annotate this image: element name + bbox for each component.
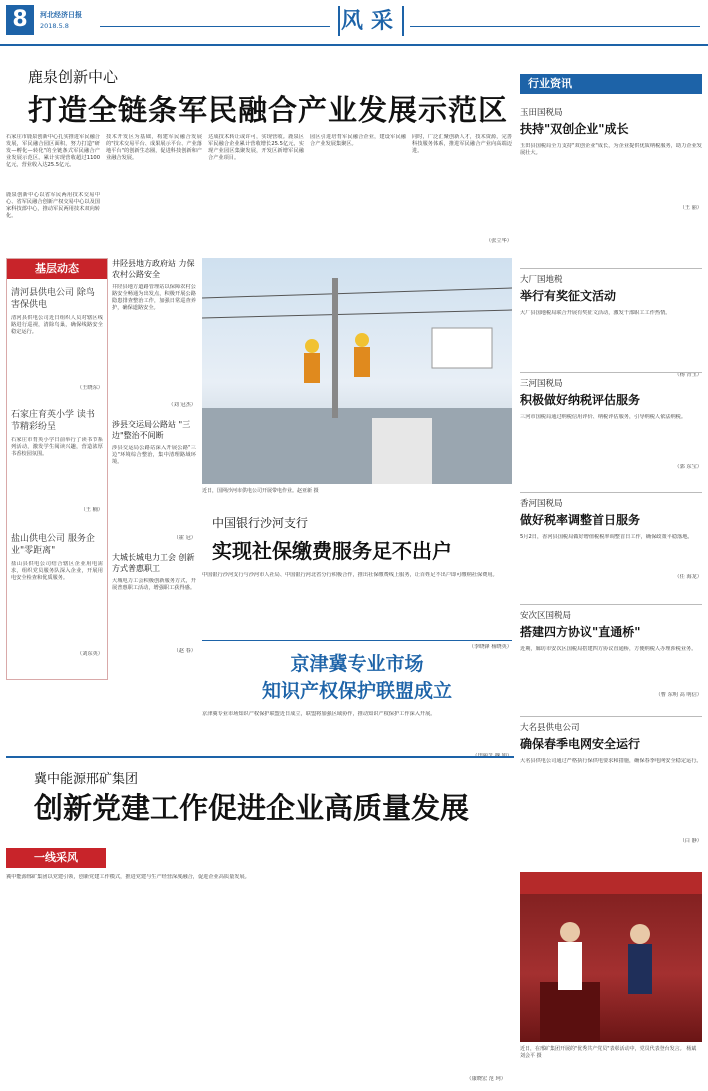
right-item-6-title: 确保春季电网安全运行 — [520, 737, 641, 751]
masthead-underline — [0, 44, 708, 46]
right-item-3 — [520, 372, 702, 493]
left-item-2-body: 石家庄市育英小学日前举行了读书节系列活动，激发学生阅读兴趣，营造浓厚书香校园氛围。 — [11, 437, 103, 457]
right-item-4-kicker: 香河国税局 — [520, 499, 563, 509]
right-item-1-title: 扶持"双创企业"成长 — [520, 122, 629, 136]
right-item-6-kicker: 大名县供电公司 — [520, 723, 580, 733]
right-item-6 — [520, 716, 702, 867]
ip-headline-1: 京津冀专业市场 — [290, 653, 424, 675]
mid-title-1: 井陉县地方政府站 力保农村公路安全 — [112, 259, 195, 279]
right-item-6-body: 大名县供电公司通过严格执行保供电要求和措施，确保春季电网安全稳定运行。 — [520, 758, 702, 764]
left-item-3-byline: （刘东英） — [77, 651, 103, 657]
boc-kicker: 中国银行沙河支行 — [212, 516, 309, 530]
right-item-5-title: 搭建四方协议"直通桥" — [520, 625, 641, 639]
energy-kicker: 冀中能源邢矿集团 — [34, 772, 139, 787]
ceremony-photo — [520, 872, 702, 1042]
mid-byline-3: （赵 春） — [173, 648, 196, 654]
main-para-6: 同时，广泛汇聚创新人才，技术资源，完善科技服务体系，推进军民融合产业向高端迈进。 — [412, 134, 512, 154]
left-box-label: 基层动态 — [7, 259, 107, 279]
boc-body: 中国银行沙河支行与沙河市人社局、中国银行河北省分行积极合作，推出社保缴费线上服务，让百姓足不出户即可缴纳社保费用。 — [202, 572, 498, 578]
right-item-4 — [520, 492, 702, 593]
left-item-2-byline: （王 楠） — [80, 507, 103, 513]
boc-byline: （李晓锋 杨晓英） — [468, 644, 512, 650]
right-column — [520, 54, 702, 1088]
energy-story — [6, 756, 514, 1088]
photo-caption: 近日，国网沙河市供电公司开展带电作业。赵亚新 摄 — [202, 488, 319, 494]
mid-byline-1: （刘 冠杰） — [168, 402, 196, 408]
left-item-3-body: 盐山县供电公司结合辖区企业用电需求，组织党员服务队深入企业，开展用电安全检查和优质服务。 — [11, 561, 103, 581]
right-item-1-kicker: 玉田国税局 — [520, 108, 563, 118]
right-item-3-title: 积极做好纳税评估服务 — [520, 393, 641, 407]
right-item-3-byline: （郭 东宝） — [674, 464, 702, 470]
energy-headline: 创新党建工作促进企业高质量发展 — [34, 791, 470, 825]
main-para-3: 技术开发区为基础，构建军民融合发展的"技术交易平台、成果展示平台、产业落地平台"的创新生态圈，促进科技创新和产业融合发展。 — [106, 134, 202, 161]
main-headline: 打造全链条军民融合产业发展示范区 — [28, 93, 509, 127]
main-byline: （张立华） — [486, 238, 512, 244]
mid-body-3: 大城电力工会积极创新服务方式，开展普惠职工活动，增强职工获得感。 — [112, 578, 196, 591]
left-item-2 — [11, 409, 103, 527]
left-news-box — [6, 258, 108, 680]
main-para-4: 达成技术转让或许可，实现营收。鹿泉区军民融合企业累计营收增长25.5亿元，实现产业园区集聚发展，开发区新增军民融合产业项目。 — [208, 134, 304, 161]
boc-headline: 实现社保缴费服务足不出户 — [212, 539, 452, 563]
main-para-5: 园区引进培育军民融合企业，建设军民融合产业发展集聚区。 — [310, 134, 406, 147]
right-item-4-body: 5月2日，香河县国税局做好增值税税率调整首日工作，确保政策平稳落地。 — [520, 534, 693, 540]
right-item-4-byline: （任 海龙） — [674, 574, 702, 580]
main-story — [6, 60, 514, 252]
mid-title-2: 涉县交运局公路站 "三边"整治不间断 — [112, 420, 191, 440]
right-item-1 — [520, 106, 702, 256]
ip-story — [202, 640, 512, 759]
ip-headline-2: 知识产权保护联盟成立 — [261, 680, 452, 702]
left-item-1 — [11, 287, 103, 405]
right-item-2-byline: （杨 青玉） — [674, 372, 702, 378]
paper-name: 河北经济日报 — [40, 11, 82, 19]
masthead-rule-left — [100, 26, 330, 27]
mid-title-3: 大城长城电力工会 创新方式普惠职工 — [112, 553, 195, 573]
main-para-2: 鹿泉创新中心以省军民两用技术交易中心、省军民融合创新产权交易中心以及国家科技部中心，推动军民两用技术双向转化。 — [6, 192, 100, 219]
left-item-2-title: 石家庄育英小学 读书节精彩纷呈 — [11, 410, 95, 432]
left-item-3-title: 盐山供电公司 服务企业"零距离" — [11, 534, 95, 556]
mid-column — [112, 258, 196, 678]
mid-byline-2: （霍 冠） — [173, 535, 196, 541]
energy-body: 冀中能源邢矿集团以党建引领，创新党建工作模式，推进党建与生产经营深度融合，促进企业高质量发展。 — [6, 874, 250, 880]
right-label-text: 行业资讯 — [528, 77, 572, 90]
ceremony-caption: 近日，在邢矿集团开展的"优秀共产党员"表彰活动中，党员代表登台发言。 杨斌 刘会平 摄 — [520, 1046, 697, 1059]
page-number: 8 — [6, 5, 34, 35]
right-item-5-body: 近期，廊坊市安次区国税局搭建四方协议直通桥，方便纳税人办理涉税业务。 — [520, 646, 697, 652]
ceremony-illustration — [520, 872, 702, 1042]
right-item-2-body: 大厂县国地税局联合开展有奖征文活动，激发干部职工工作热情。 — [520, 310, 671, 316]
masthead — [0, 0, 708, 54]
masthead-rule-right — [410, 26, 700, 27]
right-item-1-byline: （王 丽） — [679, 205, 702, 211]
main-kicker: 鹿泉创新中心 — [28, 68, 119, 86]
mid-body-2: 涉县交运局公路站深入开展公路"三边"环境综合整治，集中清理路域环境。 — [112, 445, 196, 465]
mid-body-1: 井陉县地方道路管理站以保障农村公路安全畅通为出发点，积极开展公路隐患排查整治工作，加强日常巡查养护，确保道路安全。 — [112, 284, 196, 311]
right-item-5-byline: （曹 东明 高 明信） — [655, 692, 702, 698]
paper-date: 2018.5.8 — [40, 22, 69, 30]
right-item-5 — [520, 604, 702, 715]
energy-label: 一线采风 — [6, 848, 106, 868]
workers-photo — [202, 258, 512, 494]
right-item-2-kicker: 大厂国地税 — [520, 275, 563, 285]
right-label — [520, 74, 702, 94]
right-item-3-body: 三河市国税局通过纳税信用评价、纳税评估服务，引导纳税人依法纳税。 — [520, 414, 687, 420]
right-item-4-title: 做好税率调整首日服务 — [520, 513, 641, 527]
left-item-1-byline: （王晓东） — [77, 385, 103, 391]
photo-illustration — [202, 258, 512, 484]
right-item-3-kicker: 三河国税局 — [520, 379, 563, 389]
energy-byline: （康晓宏 范 珂） — [466, 1076, 506, 1082]
main-para-1: 石家庄市鹿泉创新中心扎实推进军民融合发展，军民融合园区面积，努力打造"研发—孵化—转化"的全链条式军民融合产业发展示范区。累计实现营收超过1100亿元，营业收入达25.5亿元。 — [6, 134, 100, 168]
left-item-1-title: 清河县供电公司 除鸟害保供电 — [11, 288, 95, 310]
left-item-1-body: 清河县供电公司近日组织人员对辖区线路进行巡视，清除鸟巢，确保线路安全稳定运行。 — [11, 315, 103, 335]
right-item-5-kicker: 安次区国税局 — [520, 611, 572, 621]
left-item-3 — [11, 533, 103, 673]
right-item-1-body: 玉田县国税局全力支持"双创企业"成长，为企业提供优质纳税服务，助力企业发展壮大。 — [520, 143, 702, 156]
right-item-6-byline: （白 静） — [679, 838, 702, 844]
right-item-2-title: 举行有奖征文活动 — [520, 289, 617, 303]
ip-body: 京津冀专业市场知识产权保护联盟近日成立，联盟将加强区域协作，推动知识产权保护工作深入开展。 — [202, 711, 436, 717]
section-title: 风采 — [338, 6, 404, 36]
boc-story — [202, 514, 512, 650]
ip-byline: （田丽芝 魏 娟） — [472, 753, 512, 759]
